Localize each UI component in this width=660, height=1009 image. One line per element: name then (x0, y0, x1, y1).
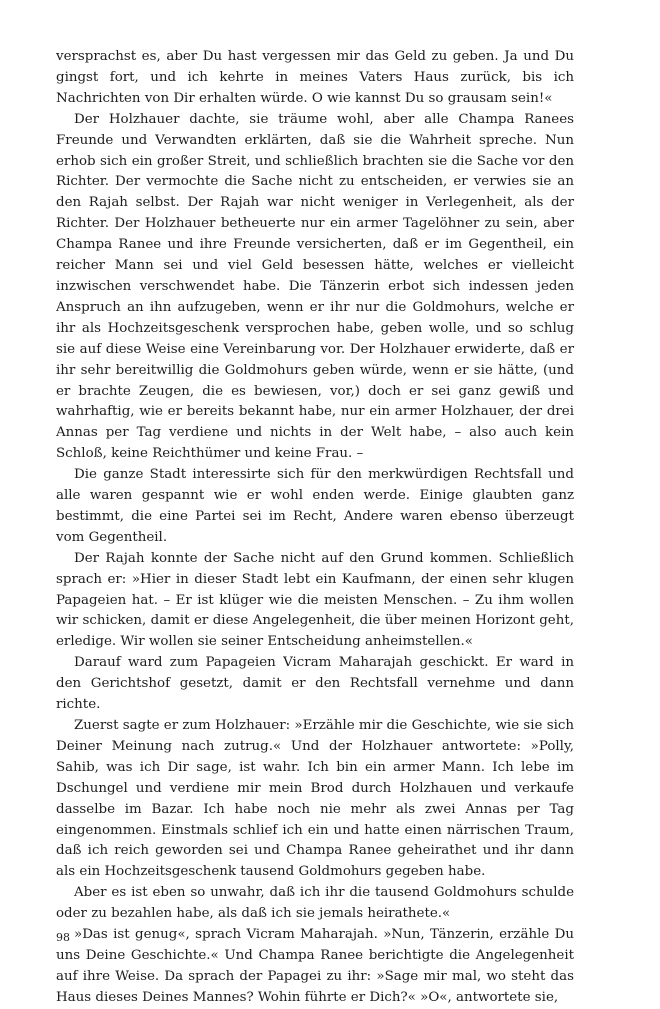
paragraph-5: Darauf ward zum Papageien Vicram Maharajah geschickt. Er ward in den Gerichtshof gesetzt, damit er den Rechtsfall vernehme und dann richte. (56, 655, 574, 713)
paragraph-1: versprachst es, aber Du hast vergessen mir das Geld zu geben. Ja und Du gingst fort, und ich kehrte in meines Vaters Haus zurück, bis ich Nachrichten von Dir erhalten würde. O wie kannst Du so grausam sein!« (56, 49, 574, 106)
paragraph-2: Der Holzhauer dachte, sie träume wohl, aber alle Champa Ranees Freunde und Verwandten erklärten, daß sie die Wahrheit spreche. Nun erhob sich ein großer Streit, und schließlich brachten sie die Sache vor den Richter. Der vermochte die Sache nicht zu entscheiden, er verwies sie an den Rajah selbst. Der Rajah war nicht weniger in Verlegenheit, als der Richter. Der Holzhauer betheuerte nur ein armer Tagelöhner zu sein, aber Champa Ranee und ihre Freunde versicherten, daß er im Gegentheil, ein reicher Mann sei und viel Geld besessen hätte, welches er vielleicht inzwischen verschwendet habe. Die Tänzerin erbot sich indessen jeden Anspruch an ihn aufzugeben, wenn er ihr nur die Goldmohurs, welche er ihr als Hochzeitsgeschenk versprochen habe, geben wolle, und so schlug sie auf diese Weise eine Vereinbarung vor. Der Holzhauer erwiderte, daß er ihr sehr bereitwillig die Goldmohurs geben würde, wenn er sie hätte, (und er brachte Zeugen, die es bewiesen, vor,) doch er sei ganz gewiß und wahrhaftig, wie er bereits bekannt habe, nur ein armer Holzhauer, der drei Annas per Tag verdiene und nichts in der Welt habe, – also auch kein Schloß, keine Reichthümer und keine Frau. – (56, 111, 574, 462)
paragraph-8: »Das ist genug«, sprach Vicram Maharajah. »Nun, Tänzerin, erzähle Du uns Deine Geschichte.« Und Champa Ranee berichtigte die Angelegenheit auf ihre Weise. Da sprach der Papagei zu ihr: »Sage mir mal, wo steht das Haus dieses Deines Mannes? Wohin führte er Dich?« »O«, antwortete sie, (56, 927, 574, 1005)
paragraph-6: Zuerst sagte er zum Holzhauer: »Erzähle mir die Geschichte, wie sie sich Deiner Meinung nach zutrug.« Und der Holzhauer antwortete: »Polly, Sahib, was ich Dir sage, ist wahr. Ich bin ein armer Mann. Ich lebe im Dschungel und verdiene mir mein Brod durch Holzhauen und verkaufe dasselbe im Bazar. Ich habe noch nie mehr als zwei Annas per Tag eingenommen. Einstmals schlief ich ein und hatte einen närrischen Traum, daß ich reich geworden sei und Champa Ranee geheirathet und ihr dann als ein Hochzeitsgeschenk tausend Goldmohurs gegeben habe. (56, 718, 574, 880)
paragraph-4: Der Rajah konnte der Sache nicht auf den Grund kommen. Schließlich sprach er: »Hier in dieser Stadt lebt ein Kaufmann, der einen sehr klugen Papageien hat. – Er ist klüger wie die meisten Menschen. – Zu ihm wollen wir schicken, damit er diese Angelegenheit, die über meinen Horizont geht, erledige. Wir wollen sie seiner Entscheidung anheimstellen.« (56, 550, 574, 650)
page-number: 98 (56, 931, 70, 944)
page-text-block (56, 47, 574, 1009)
paragraph-7: Aber es ist eben so unwahr, daß ich ihr die tausend Goldmohurs schulde oder zu bezahlen habe, als daß ich sie jemals heirathete.« (56, 885, 574, 922)
paragraph-3: Die ganze Stadt interessirte sich für den merkwürdigen Rechtsfall und alle waren gespannt wie er wohl enden werde. Einige glaubten ganz bestimmt, die eine Partei sei im Recht, Andere waren ebenso überzeugt vom Gegentheil. (56, 467, 574, 545)
